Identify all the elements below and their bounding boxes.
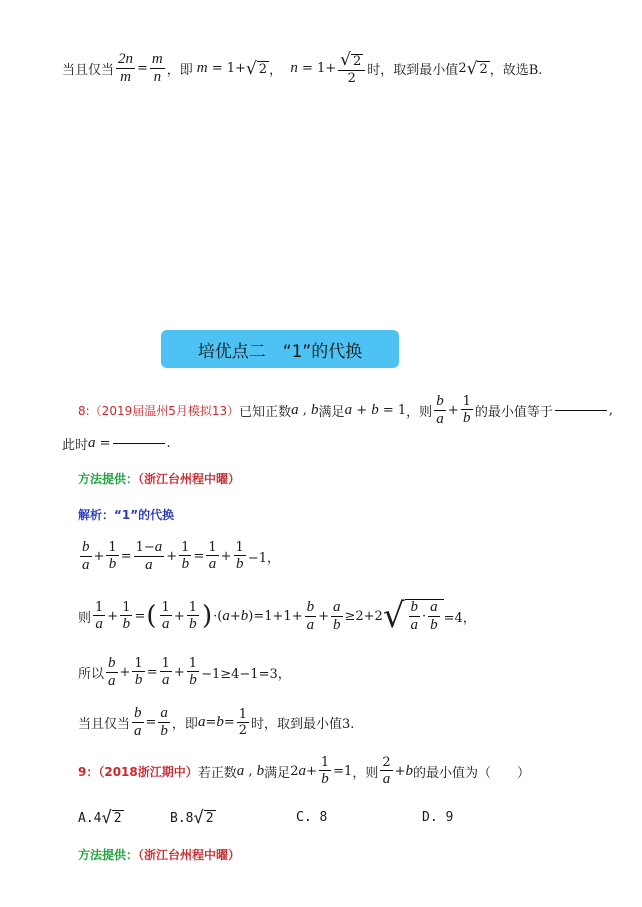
question-9: 9：（2018浙江期中） 若正数 a , b 满足 2 a + $\frac{1}{b}$ =1 ，则 $\frac{2}{a}$ + b 的最小值为（ ） (78, 755, 531, 787)
method-provider-1: 方法提供：（浙江台州程中曜） (78, 472, 241, 486)
method-provider-2: 方法提供：（浙江台州程中曜） (78, 848, 241, 862)
option-c[interactable]: C. 8 (296, 810, 328, 825)
fraction-2n-over-m: $\frac{2n}{m}$ (118, 51, 134, 85)
top-solution-line: 当且仅当 $\frac{2n}{m}$ = $\frac{m}{n}$ ，即 m = 1+ √ 2 ， n = 1+ √ 2 2 时，取到最小值 2 √ 2 ，故选B. (62, 50, 543, 86)
option-b[interactable]: B. 8 √ 2 (170, 808, 214, 828)
question-8-line1: 8:（2019届温州5月模拟13） 已知正数 a , b 满足 a + b = 1 ，则 $\frac{b}{a}$ + $\frac{1}{b}$ 的最小值等于 , (78, 393, 614, 427)
question-8-line2: 此时 a = . (62, 435, 171, 453)
answer-blank-2 (113, 443, 165, 444)
option-a[interactable]: A. 4 √ 2 (78, 808, 122, 828)
derivation-step-2: 则 $\frac{1}{a}$ + $\frac{1}{b}$ = ( $\frac{1}{a}$ + $\frac{1}{b}$ ) ·( a + b )=1+1+ $\frac{b}{a}$ + $\frac{a}{b}$ ≥2+2 √ $\frac{b}{a}$ · $\frac{a}{b}$ =4， (78, 596, 476, 636)
derivation-step-1: $\frac{b}{a}$ + $\frac{1}{b}$ = $\frac{1-a}{a}$ + $\frac{1}{b}$ = $\frac{1}{a}$ + $\frac{1}{b}$ −1， (82, 539, 280, 573)
fraction-sqrt2-over-2: √ 2 2 (338, 52, 365, 85)
derivation-step-4: 当且仅当 $\frac{b}{a}$ = $\frac{a}{b}$ ，即 a = b = $\frac{1}{2}$ 时，取到最小值3. (78, 705, 355, 739)
derivation-step-3: 所以 $\frac{b}{a}$ + $\frac{1}{b}$ = $\frac{1}{a}$ + $\frac{1}{b}$ −1≥4−1=3， (78, 655, 291, 689)
fraction-m-over-n: $\frac{m}{n}$ (151, 51, 163, 85)
section-title: 培优点二 “1”的代换 (197, 341, 363, 362)
question-8-source: 8:（2019届温州5月模拟13） (78, 404, 240, 418)
analysis-label: 解析：“1”的代换 (78, 508, 175, 522)
option-d[interactable]: D. 9 (422, 810, 454, 825)
question-9-source: 9：（2018浙江期中） (78, 765, 198, 779)
answer-blank-1 (555, 410, 607, 411)
section-banner (161, 330, 399, 368)
